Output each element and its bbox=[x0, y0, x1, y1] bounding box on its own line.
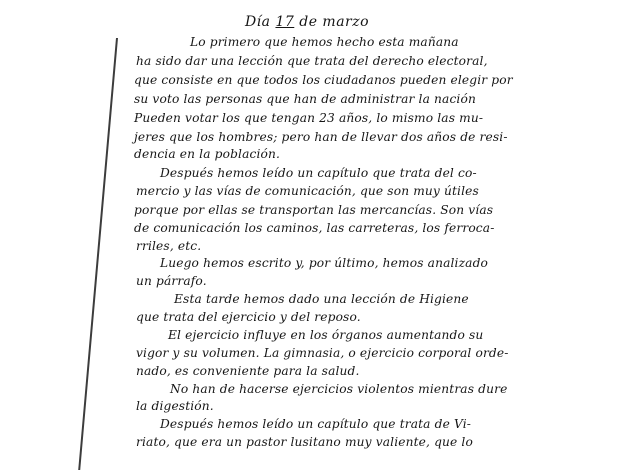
text-line: No han de hacerse ejercicios violentos mientras dure bbox=[170, 382, 508, 396]
text-line: dencia en la población. bbox=[134, 147, 281, 161]
date-heading-day: 17 bbox=[275, 14, 295, 30]
text-line: Lo primero que hemos hecho esta mañana bbox=[190, 35, 459, 49]
text-line: El ejercicio influye en los órganos aumentando su bbox=[168, 328, 484, 342]
text-line: Luego hemos escrito y, por último, hemos analizado bbox=[160, 256, 489, 270]
text-line: Después hemos leído un capítulo que trata del co- bbox=[160, 166, 477, 180]
text-line: Pueden votar los que tengan 23 años, lo mismo las mu- bbox=[134, 111, 484, 125]
entry-date-heading bbox=[122, 14, 492, 30]
text-line: porque por ellas se transportan las mercancías. Son vías bbox=[134, 203, 494, 217]
text-line: nado, es conveniente para la salud. bbox=[136, 364, 360, 378]
text-line: rriles, etc. bbox=[136, 239, 202, 253]
text-line: mercio y las vías de comunicación, que son muy útiles bbox=[136, 184, 479, 198]
text-line: de comunicación los caminos, las carreteras, los ferroca- bbox=[134, 221, 495, 235]
text-line: Esta tarde hemos dado una lección de Higiene bbox=[174, 292, 469, 306]
text-line: la digestión. bbox=[136, 399, 214, 413]
text-line: vigor y su volumen. La gimnasia, o ejercicio corporal orde- bbox=[136, 346, 509, 360]
text-line: que consiste en que todos los ciudadanos pueden elegir por bbox=[134, 73, 513, 87]
text-line: un párrafo. bbox=[136, 274, 207, 288]
date-heading-prefix: Día bbox=[244, 14, 271, 30]
text-line: ha sido dar una lección que trata del derecho electoral, bbox=[136, 54, 488, 68]
text-line: que trata del ejercicio y del reposo. bbox=[136, 310, 361, 324]
date-heading-month: de marzo bbox=[299, 14, 370, 30]
text-line: Después hemos leído un capítulo que trata de Vi- bbox=[160, 417, 472, 431]
text-line: jeres que los hombres; pero han de llevar dos años de resi- bbox=[134, 130, 508, 144]
margin-rule bbox=[78, 38, 118, 470]
text-line: riato, que era un pastor lusitano muy valiente, que lo bbox=[136, 435, 473, 449]
text-line: su voto las personas que han de administrar la nación bbox=[134, 92, 476, 106]
